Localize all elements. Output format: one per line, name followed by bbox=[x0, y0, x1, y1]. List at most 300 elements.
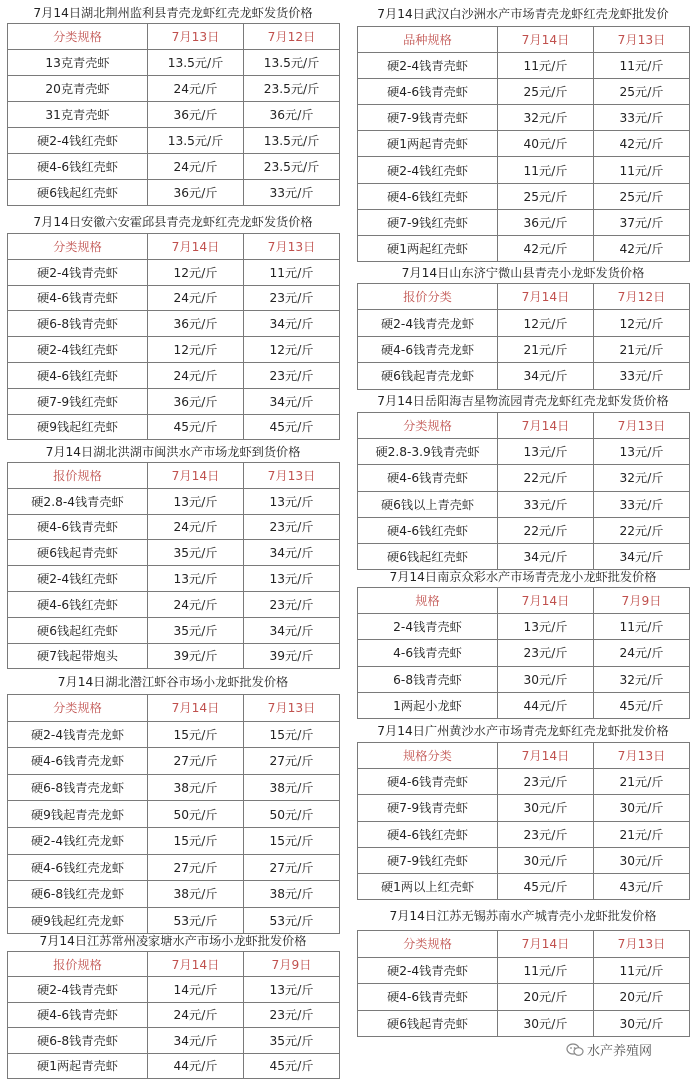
table-row bbox=[8, 801, 340, 828]
table-row bbox=[8, 854, 340, 881]
price-cell: 45元/斤 bbox=[498, 873, 594, 899]
price-cell: 38元/斤 bbox=[148, 774, 244, 801]
table-row bbox=[358, 614, 690, 640]
spec-cell: 硬2-4钱红壳龙虾 bbox=[8, 827, 148, 854]
spec-cell: 硬9钱起红壳虾 bbox=[8, 414, 148, 440]
table-title: 7月14日江苏常州凌家塘水产市场小龙虾批发价格 bbox=[39, 934, 307, 948]
spec-cell: 硬1两起青壳虾 bbox=[358, 131, 498, 157]
spec-cell: 硬1两以上红壳虾 bbox=[358, 873, 498, 899]
price-cell: 25元/斤 bbox=[594, 79, 690, 105]
table-row bbox=[358, 517, 690, 543]
price-cell: 36元/斤 bbox=[244, 102, 340, 128]
spec-cell: 硬2-4钱红壳虾 bbox=[8, 337, 148, 363]
spec-cell: 硬2-4钱青壳虾 bbox=[8, 977, 148, 1002]
price-cell: 25元/斤 bbox=[498, 183, 594, 209]
price-cell: 44元/斤 bbox=[498, 692, 594, 718]
price-table-block bbox=[6, 670, 340, 934]
price-table bbox=[7, 233, 340, 440]
price-table bbox=[7, 462, 340, 669]
price-cell: 33元/斤 bbox=[244, 180, 340, 206]
price-cell: 22元/斤 bbox=[498, 465, 594, 491]
table-row bbox=[358, 666, 690, 692]
spec-cell: 硬2-4钱青壳虾 bbox=[358, 957, 498, 984]
price-cell: 45元/斤 bbox=[594, 692, 690, 718]
price-table bbox=[7, 694, 340, 934]
price-cell: 40元/斤 bbox=[498, 131, 594, 157]
table-row bbox=[8, 1028, 340, 1053]
table-row bbox=[8, 128, 340, 154]
price-cell: 11元/斤 bbox=[594, 53, 690, 79]
spec-cell: 硬1两起青壳虾 bbox=[8, 1053, 148, 1078]
price-cell: 12元/斤 bbox=[148, 337, 244, 363]
price-cell: 24元/斤 bbox=[148, 1002, 244, 1027]
price-cell: 11元/斤 bbox=[498, 157, 594, 183]
table-row bbox=[8, 337, 340, 363]
header-cell: 7月12日 bbox=[244, 24, 340, 50]
price-cell: 12元/斤 bbox=[498, 310, 594, 336]
table-row bbox=[358, 105, 690, 131]
spec-cell: 硬4-6钱青壳虾 bbox=[8, 514, 148, 540]
spec-cell: 硬6钱起青壳虾 bbox=[8, 540, 148, 566]
price-table-block bbox=[356, 903, 690, 1037]
price-table bbox=[357, 412, 690, 570]
table-row bbox=[8, 180, 340, 206]
price-table bbox=[357, 930, 690, 1037]
spec-cell: 20克青壳虾 bbox=[8, 76, 148, 102]
price-cell: 25元/斤 bbox=[498, 79, 594, 105]
table-row bbox=[8, 827, 340, 854]
price-cell: 23元/斤 bbox=[498, 821, 594, 847]
spec-cell: 硬4-6钱红壳虾 bbox=[358, 183, 498, 209]
price-cell: 27元/斤 bbox=[244, 854, 340, 881]
price-cell: 13元/斤 bbox=[244, 566, 340, 592]
spec-cell: 1两起小龙虾 bbox=[358, 692, 498, 718]
header-cell: 7月14日 bbox=[148, 234, 244, 260]
table-row bbox=[358, 984, 690, 1011]
header-cell: 7月14日 bbox=[498, 931, 594, 958]
table-title: 7月14日武汉白沙洲水产市场青壳龙虾红壳龙虾批发价 bbox=[377, 7, 669, 21]
table-row bbox=[8, 362, 340, 388]
table-row bbox=[8, 591, 340, 617]
spec-cell: 硬4-6钱青壳龙虾 bbox=[358, 336, 498, 362]
price-cell: 11元/斤 bbox=[594, 614, 690, 640]
price-cell: 53元/斤 bbox=[244, 907, 340, 934]
table-header-row bbox=[358, 588, 690, 614]
header-cell: 7月13日 bbox=[244, 463, 340, 489]
spec-cell: 硬2-4钱青壳虾 bbox=[358, 53, 498, 79]
price-cell: 11元/斤 bbox=[244, 259, 340, 285]
price-cell: 24元/斤 bbox=[594, 640, 690, 666]
header-cell: 规格分类 bbox=[358, 743, 498, 769]
table-title: 7月14日江苏无锡苏南水产城青壳小龙虾批发价格 bbox=[389, 909, 657, 923]
price-cell: 39元/斤 bbox=[148, 643, 244, 669]
spec-cell: 硬6-8钱青壳龙虾 bbox=[8, 774, 148, 801]
header-cell: 7月9日 bbox=[594, 588, 690, 614]
header-cell: 分类规格 bbox=[8, 234, 148, 260]
header-cell: 7月14日 bbox=[498, 27, 594, 53]
price-table bbox=[357, 26, 690, 262]
spec-cell: 硬7-9钱青壳虾 bbox=[358, 795, 498, 821]
price-cell: 36元/斤 bbox=[148, 102, 244, 128]
spec-cell: 硬7钱起带炮头 bbox=[8, 643, 148, 669]
price-cell: 12元/斤 bbox=[594, 310, 690, 336]
spec-cell: 硬4-6钱红壳虾 bbox=[8, 154, 148, 180]
table-row bbox=[8, 721, 340, 748]
table-row bbox=[358, 310, 690, 336]
table-title: 7月14日山东济宁微山县青壳小龙虾发货价格 bbox=[401, 266, 645, 280]
price-cell: 15元/斤 bbox=[244, 827, 340, 854]
price-cell: 34元/斤 bbox=[498, 363, 594, 389]
price-cell: 12元/斤 bbox=[244, 337, 340, 363]
spec-cell: 硬7-9钱红壳虾 bbox=[8, 388, 148, 414]
price-cell: 42元/斤 bbox=[594, 131, 690, 157]
price-cell: 15元/斤 bbox=[148, 827, 244, 854]
price-cell: 21元/斤 bbox=[594, 821, 690, 847]
table-row bbox=[358, 957, 690, 984]
header-cell: 7月13日 bbox=[244, 695, 340, 722]
price-cell: 13元/斤 bbox=[498, 614, 594, 640]
price-cell: 13元/斤 bbox=[498, 439, 594, 465]
spec-cell: 硬4-6钱红壳龙虾 bbox=[8, 854, 148, 881]
price-cell: 13元/斤 bbox=[244, 977, 340, 1002]
spec-cell: 硬6钱以上青壳虾 bbox=[358, 491, 498, 517]
spec-cell: 硬2-4钱青壳龙虾 bbox=[8, 721, 148, 748]
price-cell: 13.5元/斤 bbox=[148, 50, 244, 76]
header-cell: 7月13日 bbox=[594, 743, 690, 769]
spec-cell: 2-4钱青壳虾 bbox=[358, 614, 498, 640]
table-row bbox=[358, 336, 690, 362]
price-cell: 13元/斤 bbox=[244, 488, 340, 514]
table-header-row bbox=[8, 463, 340, 489]
price-cell: 42元/斤 bbox=[594, 235, 690, 261]
table-row bbox=[358, 821, 690, 847]
price-cell: 30元/斤 bbox=[498, 1010, 594, 1037]
price-cell: 15元/斤 bbox=[148, 721, 244, 748]
spec-cell: 6-8钱青壳虾 bbox=[358, 666, 498, 692]
header-cell: 规格 bbox=[358, 588, 498, 614]
price-cell: 33元/斤 bbox=[594, 491, 690, 517]
price-cell: 23.5元/斤 bbox=[244, 154, 340, 180]
price-cell: 24元/斤 bbox=[148, 154, 244, 180]
table-header-row bbox=[358, 743, 690, 769]
table-row bbox=[358, 640, 690, 666]
spec-cell: 硬7-9钱红壳虾 bbox=[358, 209, 498, 235]
table-title: 7月14日广州黄沙水产市场青壳龙虾红壳龙虾批发价格 bbox=[377, 724, 669, 738]
table-row bbox=[8, 50, 340, 76]
spec-cell: 硬6-8钱青壳虾 bbox=[8, 1028, 148, 1053]
price-cell: 23.5元/斤 bbox=[244, 76, 340, 102]
table-row bbox=[8, 102, 340, 128]
table-row bbox=[358, 847, 690, 873]
table-row bbox=[358, 873, 690, 899]
price-cell: 24元/斤 bbox=[148, 362, 244, 388]
price-cell: 20元/斤 bbox=[594, 984, 690, 1011]
price-cell: 36元/斤 bbox=[148, 311, 244, 337]
price-cell: 36元/斤 bbox=[148, 180, 244, 206]
price-table-block bbox=[356, 720, 690, 900]
spec-cell: 4-6钱青壳虾 bbox=[358, 640, 498, 666]
header-cell: 报价规格 bbox=[8, 952, 148, 977]
header-cell: 7月13日 bbox=[148, 24, 244, 50]
header-cell: 7月13日 bbox=[594, 27, 690, 53]
spec-cell: 硬4-6钱青壳虾 bbox=[358, 79, 498, 105]
price-cell: 50元/斤 bbox=[148, 801, 244, 828]
price-cell: 34元/斤 bbox=[594, 543, 690, 569]
price-cell: 35元/斤 bbox=[244, 1028, 340, 1053]
price-cell: 15元/斤 bbox=[244, 721, 340, 748]
spec-cell: 硬2.8-3.9钱青壳虾 bbox=[358, 439, 498, 465]
table-row bbox=[8, 488, 340, 514]
price-cell: 13.5元/斤 bbox=[244, 50, 340, 76]
table-row bbox=[8, 76, 340, 102]
price-cell: 23元/斤 bbox=[244, 591, 340, 617]
price-table-block bbox=[356, 390, 690, 570]
table-title: 7月14日岳阳海吉星物流园青壳龙虾红壳龙虾发货价格 bbox=[377, 394, 669, 408]
price-cell: 14元/斤 bbox=[148, 977, 244, 1002]
price-cell: 24元/斤 bbox=[148, 76, 244, 102]
table-row bbox=[8, 566, 340, 592]
table-header-row bbox=[8, 24, 340, 50]
spec-cell: 硬4-6钱青壳虾 bbox=[8, 285, 148, 311]
table-header-row bbox=[358, 27, 690, 53]
table-row bbox=[358, 491, 690, 517]
watermark-text: 水产养殖网 bbox=[587, 1044, 653, 1059]
table-row bbox=[8, 1002, 340, 1027]
table-row bbox=[358, 235, 690, 261]
spec-cell: 硬2-4钱红壳虾 bbox=[8, 128, 148, 154]
price-cell: 12元/斤 bbox=[148, 259, 244, 285]
header-cell: 7月14日 bbox=[498, 743, 594, 769]
table-row bbox=[8, 1053, 340, 1078]
price-cell: 32元/斤 bbox=[594, 465, 690, 491]
price-cell: 30元/斤 bbox=[498, 847, 594, 873]
header-cell: 7月9日 bbox=[244, 952, 340, 977]
price-cell: 23元/斤 bbox=[498, 769, 594, 795]
price-cell: 20元/斤 bbox=[498, 984, 594, 1011]
price-cell: 22元/斤 bbox=[498, 517, 594, 543]
price-cell: 24元/斤 bbox=[148, 514, 244, 540]
price-cell: 50元/斤 bbox=[244, 801, 340, 828]
table-row bbox=[358, 769, 690, 795]
watermark bbox=[566, 1042, 652, 1062]
spec-cell: 硬4-6钱红壳虾 bbox=[358, 517, 498, 543]
price-cell: 32元/斤 bbox=[498, 105, 594, 131]
spec-cell: 硬6-8钱红壳龙虾 bbox=[8, 881, 148, 908]
price-cell: 38元/斤 bbox=[244, 881, 340, 908]
table-row bbox=[8, 259, 340, 285]
table-row bbox=[358, 79, 690, 105]
price-cell: 33元/斤 bbox=[594, 105, 690, 131]
spec-cell: 硬2-4钱青壳龙虾 bbox=[358, 310, 498, 336]
price-cell: 25元/斤 bbox=[594, 183, 690, 209]
price-cell: 13.5元/斤 bbox=[244, 128, 340, 154]
spec-cell: 硬4-6钱红壳虾 bbox=[8, 362, 148, 388]
table-title: 7月14日湖北潜江虾谷市场小龙虾批发价格 bbox=[57, 675, 289, 689]
header-cell: 分类规格 bbox=[358, 413, 498, 439]
spec-cell: 13克青壳虾 bbox=[8, 50, 148, 76]
table-row bbox=[8, 774, 340, 801]
price-cell: 23元/斤 bbox=[244, 285, 340, 311]
spec-cell: 硬4-6钱红壳虾 bbox=[8, 591, 148, 617]
price-cell: 35元/斤 bbox=[148, 617, 244, 643]
price-cell: 36元/斤 bbox=[148, 388, 244, 414]
table-header-row bbox=[8, 952, 340, 977]
price-cell: 23元/斤 bbox=[244, 362, 340, 388]
price-cell: 33元/斤 bbox=[594, 363, 690, 389]
table-row bbox=[8, 643, 340, 669]
spec-cell: 硬4-6钱青壳虾 bbox=[358, 769, 498, 795]
table-row bbox=[358, 439, 690, 465]
table-row bbox=[8, 388, 340, 414]
header-cell: 7月14日 bbox=[148, 952, 244, 977]
price-cell: 11元/斤 bbox=[594, 957, 690, 984]
table-row bbox=[8, 907, 340, 934]
price-cell: 27元/斤 bbox=[148, 854, 244, 881]
header-cell: 分类规格 bbox=[8, 695, 148, 722]
price-cell: 33元/斤 bbox=[498, 491, 594, 517]
price-table-block bbox=[6, 932, 340, 1079]
spec-cell: 硬9钱起青壳龙虾 bbox=[8, 801, 148, 828]
price-cell: 30元/斤 bbox=[594, 1010, 690, 1037]
spec-cell: 硬2-4钱红壳虾 bbox=[8, 566, 148, 592]
price-cell: 36元/斤 bbox=[498, 209, 594, 235]
price-cell: 11元/斤 bbox=[594, 157, 690, 183]
header-cell: 7月13日 bbox=[594, 413, 690, 439]
table-row bbox=[8, 881, 340, 908]
price-cell: 27元/斤 bbox=[244, 748, 340, 775]
price-cell: 23元/斤 bbox=[498, 640, 594, 666]
price-table-block bbox=[356, 567, 690, 719]
price-cell: 23元/斤 bbox=[244, 1002, 340, 1027]
header-cell: 7月14日 bbox=[148, 463, 244, 489]
table-row bbox=[358, 465, 690, 491]
table-row bbox=[8, 748, 340, 775]
header-cell: 7月14日 bbox=[498, 588, 594, 614]
spec-cell: 31克青壳虾 bbox=[8, 102, 148, 128]
price-cell: 11元/斤 bbox=[498, 53, 594, 79]
table-title: 7月14日安徽六安霍邱县青壳龙虾红壳龙虾发货价格 bbox=[33, 215, 313, 229]
price-cell: 34元/斤 bbox=[148, 1028, 244, 1053]
header-cell: 报价分类 bbox=[358, 284, 498, 310]
price-cell: 11元/斤 bbox=[498, 957, 594, 984]
price-table bbox=[7, 23, 340, 206]
spec-cell: 硬6钱起红壳虾 bbox=[8, 617, 148, 643]
header-cell: 7月13日 bbox=[594, 931, 690, 958]
price-cell: 39元/斤 bbox=[244, 643, 340, 669]
table-row bbox=[8, 540, 340, 566]
price-cell: 22元/斤 bbox=[594, 517, 690, 543]
table-row bbox=[358, 209, 690, 235]
spec-cell: 硬1两起红壳虾 bbox=[358, 235, 498, 261]
price-cell: 24元/斤 bbox=[148, 591, 244, 617]
spec-cell: 硬4-6钱青壳龙虾 bbox=[8, 748, 148, 775]
price-cell: 32元/斤 bbox=[594, 666, 690, 692]
price-cell: 38元/斤 bbox=[244, 774, 340, 801]
table-row bbox=[358, 543, 690, 569]
price-table-block bbox=[6, 212, 340, 440]
price-cell: 27元/斤 bbox=[148, 748, 244, 775]
header-cell: 7月13日 bbox=[244, 234, 340, 260]
table-row bbox=[8, 154, 340, 180]
spec-cell: 硬6钱起红壳虾 bbox=[8, 180, 148, 206]
price-table-block bbox=[356, 3, 690, 262]
header-cell: 分类规格 bbox=[358, 931, 498, 958]
spec-cell: 硬6钱起青壳龙虾 bbox=[358, 363, 498, 389]
table-row bbox=[358, 1010, 690, 1037]
price-cell: 35元/斤 bbox=[148, 540, 244, 566]
table-row bbox=[358, 53, 690, 79]
header-cell: 7月14日 bbox=[148, 695, 244, 722]
wechat-icon bbox=[566, 1043, 584, 1057]
spec-cell: 硬6-8钱青壳虾 bbox=[8, 311, 148, 337]
price-cell: 37元/斤 bbox=[594, 209, 690, 235]
table-title: 7月14日湖北荆州监利县青壳龙虾红壳龙虾发货价格 bbox=[33, 6, 313, 20]
spec-cell: 硬4-6钱青壳虾 bbox=[358, 465, 498, 491]
header-cell: 7月14日 bbox=[498, 284, 594, 310]
table-row bbox=[8, 977, 340, 1002]
table-row bbox=[8, 414, 340, 440]
header-cell: 7月14日 bbox=[498, 413, 594, 439]
table-row bbox=[8, 311, 340, 337]
spec-cell: 硬6钱起青壳虾 bbox=[358, 1010, 498, 1037]
price-table-block bbox=[356, 263, 690, 390]
spec-cell: 硬7-9钱青壳虾 bbox=[358, 105, 498, 131]
price-cell: 34元/斤 bbox=[244, 540, 340, 566]
spec-cell: 硬2.8-4钱青壳虾 bbox=[8, 488, 148, 514]
table-row bbox=[358, 363, 690, 389]
table-row bbox=[8, 514, 340, 540]
spec-cell: 硬4-6钱青壳虾 bbox=[8, 1002, 148, 1027]
price-cell: 24元/斤 bbox=[148, 285, 244, 311]
spec-cell: 硬2-4钱青壳虾 bbox=[8, 259, 148, 285]
table-row bbox=[358, 157, 690, 183]
price-cell: 13元/斤 bbox=[148, 488, 244, 514]
price-cell: 34元/斤 bbox=[498, 543, 594, 569]
price-cell: 45元/斤 bbox=[244, 414, 340, 440]
price-table-block bbox=[6, 3, 340, 206]
price-cell: 21元/斤 bbox=[594, 336, 690, 362]
price-table-block bbox=[6, 442, 340, 669]
price-table bbox=[357, 283, 690, 390]
price-table bbox=[357, 587, 690, 719]
price-cell: 38元/斤 bbox=[148, 881, 244, 908]
price-table bbox=[7, 951, 340, 1079]
price-table bbox=[357, 742, 690, 900]
price-cell: 30元/斤 bbox=[594, 795, 690, 821]
table-title: 7月14日湖北洪湖市闽洪水产市场龙虾到货价格 bbox=[45, 445, 301, 459]
price-cell: 30元/斤 bbox=[498, 666, 594, 692]
header-cell: 报价规格 bbox=[8, 463, 148, 489]
table-header-row bbox=[8, 234, 340, 260]
price-cell: 45元/斤 bbox=[148, 414, 244, 440]
table-row bbox=[358, 795, 690, 821]
table-row bbox=[358, 183, 690, 209]
table-row bbox=[8, 285, 340, 311]
price-cell: 34元/斤 bbox=[244, 311, 340, 337]
price-cell: 21元/斤 bbox=[594, 769, 690, 795]
table-row bbox=[358, 692, 690, 718]
price-cell: 13元/斤 bbox=[594, 439, 690, 465]
spec-cell: 硬4-6钱红壳虾 bbox=[358, 821, 498, 847]
price-cell: 34元/斤 bbox=[244, 388, 340, 414]
table-header-row bbox=[358, 413, 690, 439]
table-header-row bbox=[358, 284, 690, 310]
table-row bbox=[358, 131, 690, 157]
table-header-row bbox=[358, 931, 690, 958]
header-cell: 7月12日 bbox=[594, 284, 690, 310]
spec-cell: 硬9钱起红壳龙虾 bbox=[8, 907, 148, 934]
price-cell: 44元/斤 bbox=[148, 1053, 244, 1078]
